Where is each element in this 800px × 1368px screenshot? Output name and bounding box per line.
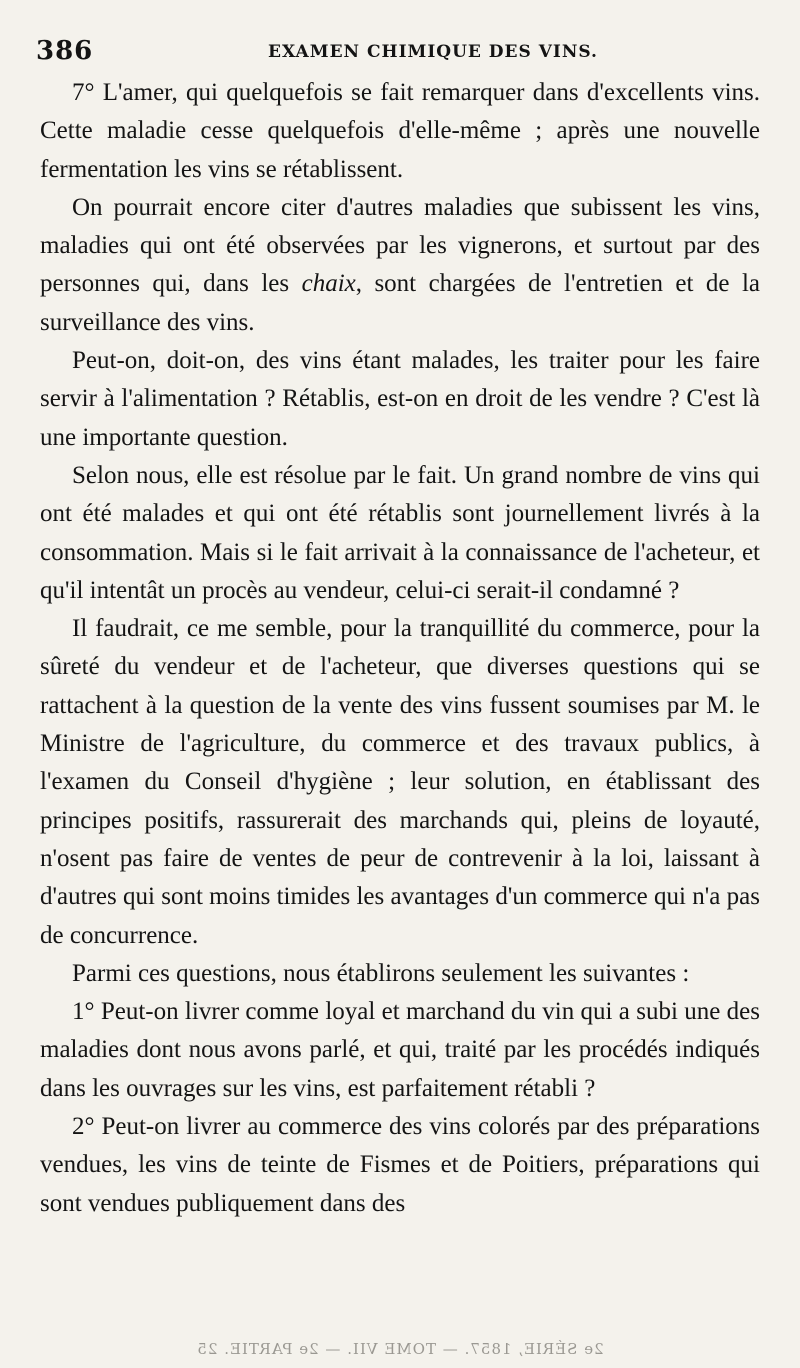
page-number: 386: [36, 36, 94, 66]
paragraph-autres-maladies-end: , sont chargées de l'entretien et de la surveillance des vins.: [40, 270, 760, 336]
body-text: [40, 74, 760, 1223]
paragraph-parmi: Parmi ces questions, nous établirons seulement les suivantes :: [72, 959, 690, 987]
bleed-through-footer: 2e SÉRIE, 1857. — TOME VII. — 2e PARTIE. 25: [196, 1340, 604, 1358]
chaix-word: chaix: [301, 270, 356, 298]
paragraph-question-2: 2° Peut-on livrer au commerce des vins colorés par des préparations vendues, les vins de teinte de Fismes et de Poitiers, préparations qui sont vendues publiquement dans des: [40, 1113, 760, 1217]
paragraph-question-1: 1° Peut-on livrer comme loyal et marchand du vin qui a subi une des maladies dont nous avons parlé, et qui, traité par les procédés indiqués dans les ouvrages sur les vins, est parfaitement rétabli ?: [40, 998, 760, 1102]
paragraph-peut-on: Peut-on, doit-on, des vins étant malades, les traiter pour les faire servir à l'alimentation ? Rétablis, est-on en droit de les vendre ? C'est là une importante question.: [40, 347, 760, 451]
paragraph-il-faudrait: Il faudrait, ce me semble, pour la tranquillité du commerce, pour la sûreté du vendeur et de l'acheteur, que diverses questions qui se rattachent à la question de la vente des vins fussent soumises par M. le Ministre de l'agriculture, du commerce et des travaux publics, à l'examen du Conseil d'hygiène ; leur solution, en établissant des principes positifs, rassurerait des marchands qui, pleins de loyauté, n'osent pas faire de ventes de peur de contrevenir à la loi, laissant à d'autres qui sont moins timides les avantages d'un commerce qui n'a pas de concurrence.: [40, 615, 760, 949]
paragraph-autres-maladies-start: On pourrait encore citer d'autres maladies que subissent les vins, maladies qui ont été observées par les vignerons, et surtout par des personnes qui, dans les: [40, 193, 760, 298]
paragraph-autres-maladies: [40, 189, 760, 342]
paragraph-selon-nous: Selon nous, elle est résolue par le fait. Un grand nombre de vins qui ont été malades et qui ont été rétablis sont journellement livrés à la consommation. Mais si le fait arrivait à la connaissance de l'acheteur, et qu'il intentât un procès au vendeur, celui-ci serait-il condamné ?: [40, 461, 760, 604]
page-header: [36, 30, 760, 74]
paragraph-amer: 7° L'amer, qui quelquefois se fait remarquer dans d'excellents vins. Cette maladie cesse quelquefois d'elle-même ; après une nouvelle fermentation les vins se rétablissent.: [40, 79, 760, 183]
running-title: EXAMEN CHIMIQUE DES VINS.: [268, 42, 598, 62]
